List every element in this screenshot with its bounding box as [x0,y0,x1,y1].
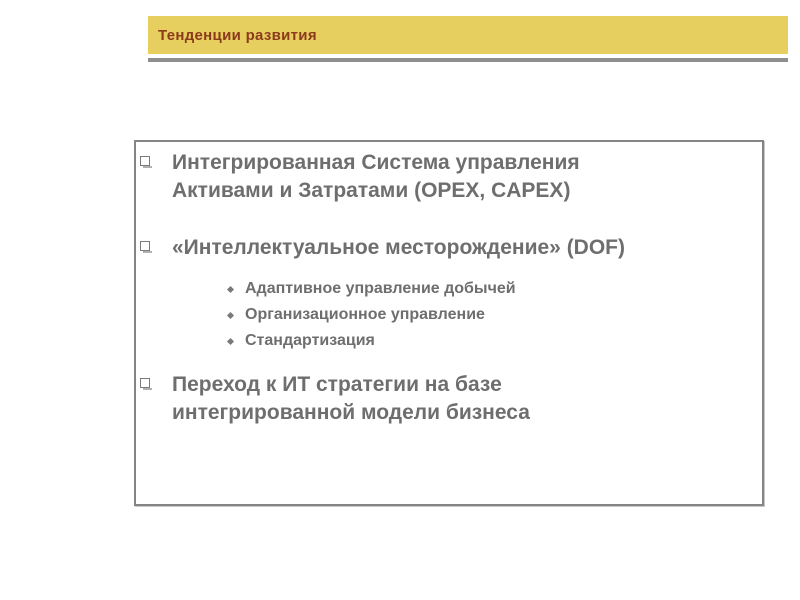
content-box [134,140,764,506]
bullet-item-3 [136,371,530,427]
sub-bullet-text: Организационное управление [245,306,485,323]
sub-bullet-item [228,276,516,302]
bullet-line: интегрированной модели бизнеса [172,401,530,424]
title-bar [148,16,788,54]
square-bullet-icon [140,241,150,251]
diamond-bullet-icon [227,285,234,292]
bullet-item-2 [136,234,625,262]
diamond-bullet-icon [227,311,234,318]
bullet-line: «Интеллектуальное месторождение» (DOF) [172,236,626,259]
bullet-line: Активами и Затратами (OPEX, CAPEX) [172,179,571,202]
slide-title: Тенденции развития [158,26,317,44]
square-bullet-icon [140,156,150,166]
sub-bullet-text: Адаптивное управление добычей [245,280,516,297]
bullet-text [172,149,580,205]
sub-bullet-item [228,302,516,328]
bullet-text [172,371,530,427]
bullet-line: Интегрированная Система управления [172,151,580,174]
bullet-line: Переход к ИТ стратегии на базе [172,373,502,396]
sub-bullet-list [228,276,516,354]
square-bullet-icon [140,378,150,388]
bullet-item-1 [136,149,580,205]
bullet-text [172,234,625,262]
sub-bullet-text: Стандартизация [245,332,375,349]
title-divider [148,58,788,62]
sub-bullet-item [228,328,516,354]
diamond-bullet-icon [227,337,234,344]
